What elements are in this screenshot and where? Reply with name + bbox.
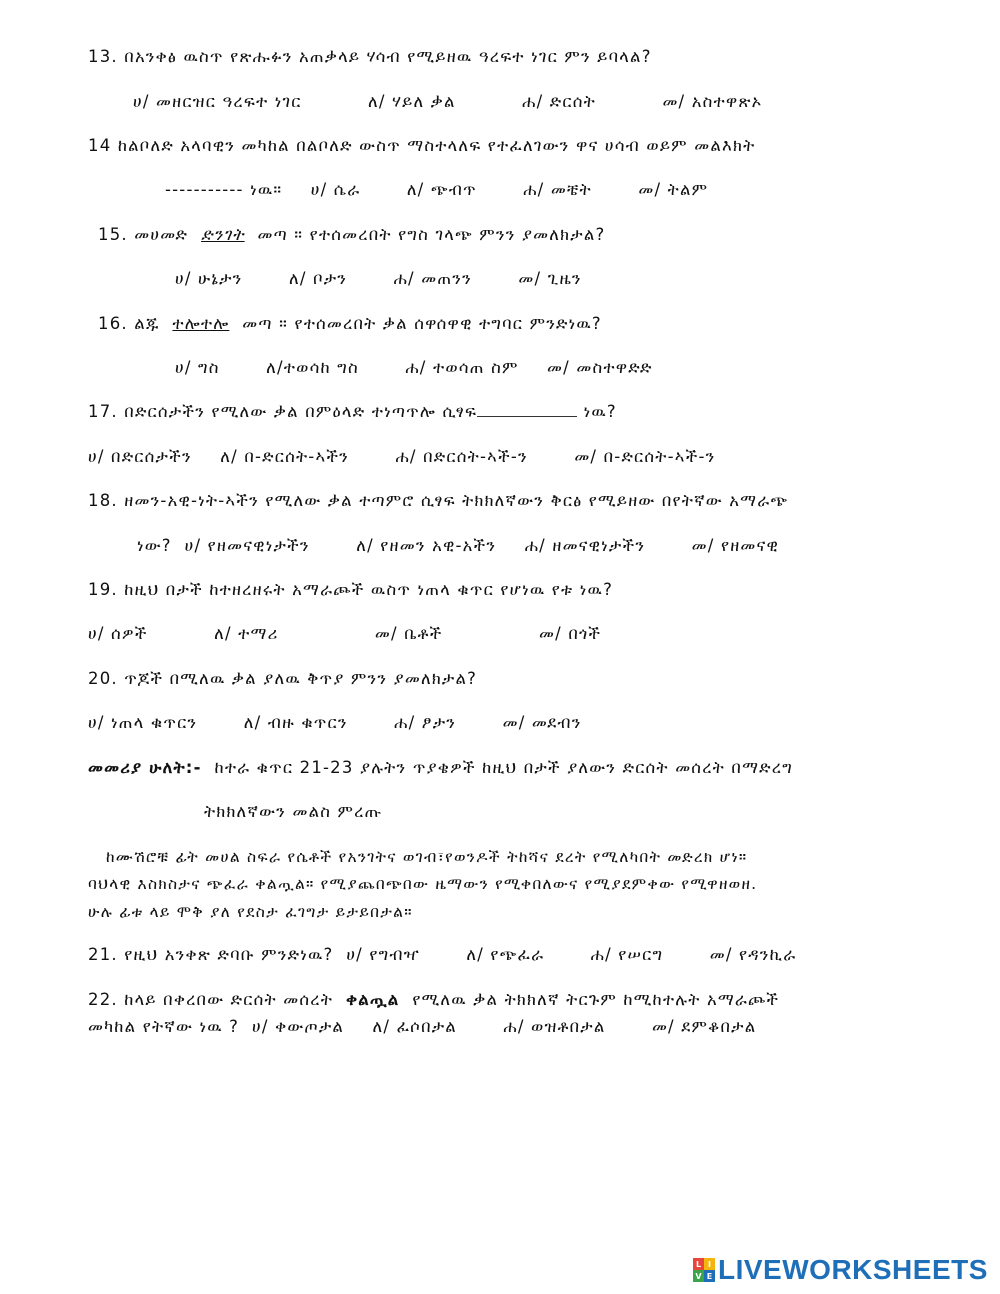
question-16-suffix: መጣ ። የተሰመረበት ቃል ሰዋሰዋዊ ተግባር ምንድነዉ? <box>242 314 602 333</box>
question-14 <box>88 136 755 156</box>
question-18-text: 18. ዘመን-አዊ-ነት-ኣችን የሚለው ቃል ተጣምሮ ሲፃፍ ትክክለኛውን ቅርፅ የሚይዘው በየትኛው አማራጭ <box>88 491 789 510</box>
option-a[interactable]: ሀ/ መዘርዝር ዓረፍተ ነገር <box>133 92 302 111</box>
badge-letter: I <box>704 1258 715 1270</box>
option-a[interactable]: ሀ/ በድርሰታችን <box>88 447 192 466</box>
answer-blank: ----------- ነዉ። <box>165 180 283 199</box>
option-a[interactable]: ሀ/ የዘመናዊነታችን <box>184 536 310 555</box>
option-d[interactable]: መ/ ትልም <box>638 180 709 199</box>
underlined-word: ድንገት <box>201 225 245 244</box>
option-a[interactable]: ሀ/ ሴራ <box>310 180 361 199</box>
question-15-prefix: 15. መሀመድ <box>98 225 189 244</box>
option-d[interactable]: መ/ መደብን <box>502 713 582 732</box>
liveworksheets-logo[interactable] <box>693 1256 988 1284</box>
option-a[interactable]: ሀ/ ቀውጦታል <box>252 1017 345 1036</box>
option-c[interactable]: ሐ/ መጠንን <box>393 269 472 288</box>
question-22-suffix: የሚለዉ ቃል ትክክለኛ ትርጉም ከሚከተሉት አማራጮች <box>412 990 780 1009</box>
question-19-options <box>88 624 601 644</box>
question-14-options <box>165 180 708 200</box>
option-c[interactable]: ሐ/ ዘመናዊነታችን <box>524 536 646 555</box>
badge-letter: V <box>693 1270 704 1282</box>
option-a[interactable]: ሀ/ ሰዎች <box>88 624 148 643</box>
option-b[interactable]: ለ/ ጭብጥ <box>406 180 477 199</box>
question-16-options <box>175 358 653 378</box>
badge-letter: E <box>704 1270 715 1282</box>
liveworksheets-wordmark: LIVEWORKSHEETS <box>718 1254 988 1285</box>
question-22-options <box>88 1017 756 1037</box>
option-d[interactable]: መ/ ደምቆበታል <box>651 1017 757 1036</box>
option-c[interactable]: ሐ/ በድርሰት-ኣች-ን <box>395 447 528 466</box>
option-b[interactable]: ለ/ተወሳከ ግስ <box>266 358 359 377</box>
option-b[interactable]: ለ/ በ-ድርሰት-ኣችን <box>220 447 350 466</box>
question-13 <box>88 47 652 67</box>
question-21 <box>88 945 796 965</box>
question-16 <box>98 314 602 334</box>
question-20 <box>88 669 477 689</box>
option-c[interactable]: ሐ/ ተወሳጠ ስም <box>405 358 519 377</box>
option-b[interactable]: ለ/ የጭፈራ <box>466 945 545 964</box>
passage-text: ከሙሽሮቹ ፊት መሀል ስፍራ የሴቶች የአንገትና ወገብ፣የወንዶች ትከሻና ደረት የሚለካበት መድረክ ሆነ። <box>106 848 748 866</box>
question-17-end: ነዉ? <box>583 402 617 421</box>
question-22 <box>88 990 779 1010</box>
option-b[interactable]: ለ/ ሃይለ ቃል <box>368 92 456 111</box>
option-d[interactable]: መ/ አስተዋጽኦ <box>662 92 763 111</box>
question-17 <box>88 402 617 422</box>
option-d[interactable]: መ/ በጎች <box>539 624 602 643</box>
option-d[interactable]: መ/ የዘመናዊ <box>691 536 780 555</box>
question-19 <box>88 580 613 600</box>
question-21-text: 21. የዚህ አንቀጽ ድባቡ ምንድነዉ? <box>88 945 334 964</box>
answer-blank-line[interactable] <box>477 402 577 417</box>
instruction-two-cont <box>204 802 382 822</box>
option-d[interactable]: መ/ መስተዋድድ <box>547 358 653 377</box>
option-a[interactable]: ሀ/ ነጠላ ቁጥርን <box>88 713 198 732</box>
bold-word: ቀልጧል <box>345 990 400 1009</box>
option-c[interactable]: ሐ/ መቼት <box>523 180 592 199</box>
option-b[interactable]: ለ/ ፈሶበታል <box>372 1017 457 1036</box>
option-c[interactable]: መ/ ቤቶች <box>374 624 443 643</box>
instruction-text: ከተራ ቁጥር 21-23 ያሉትን ጥያቄዎች ከዚህ በታች ያለውን ድርሰት መሰረት በማድረግ <box>214 758 793 777</box>
instruction-label: መመሪያ ሁለት:- <box>88 758 202 777</box>
option-c[interactable]: ሐ/ የሠርግ <box>590 945 664 964</box>
option-d[interactable]: መ/ በ-ድርሰት-ኣች-ን <box>574 447 716 466</box>
option-a[interactable]: ሀ/ ግስ <box>175 358 220 377</box>
passage-text: ባህላዊ እስክስታና ጭፈራ ቀልጧል። የሚያጨበጭበው ዜማውን የሚቀበለውና የሚያደምቀው የሚዋዘወዘ. <box>88 875 758 893</box>
question-17-text: 17. በድርሰታችን የሚለው ቃል በምዕላድ ተነጣጥሎ ሲፃፍ <box>88 402 478 421</box>
passage-line-1 <box>106 847 747 867</box>
question-13-options <box>133 92 763 112</box>
badge-letter: L <box>693 1258 704 1270</box>
option-a[interactable]: ሀ/ የግብዣ <box>346 945 420 964</box>
question-14-text: 14 ከልቦለድ አላባዊን መካከል በልቦለድ ውስጥ ማስተላለፍ የተፈለገውን ዋና ሀሳብ ወይም መልእክት <box>88 136 756 155</box>
instruction-two <box>88 758 793 778</box>
question-15 <box>98 225 605 245</box>
liveworksheets-badge-icon <box>693 1258 715 1282</box>
question-15-suffix: መጣ ። የተሰመረበት የግስ ገላጭ ምንን ያመለክታል? <box>257 225 606 244</box>
option-b[interactable]: ለ/ ብዙ ቁጥርን <box>243 713 348 732</box>
option-b[interactable]: ለ/ ተማሪ <box>214 624 279 643</box>
question-22-line2: መካከል የትኛው ነዉ ? <box>88 1017 240 1036</box>
option-c[interactable]: ሐ/ ድርሰት <box>522 92 596 111</box>
question-13-text: 13. በአንቀፅ ዉስጥ የጽሑፉን አጠቃላይ ሃሳብ የሚይዘዉ ዓረፍተ ነገር ምን ይባላል? <box>88 47 652 66</box>
option-c[interactable]: ሐ/ ወዝቶበታል <box>503 1017 606 1036</box>
passage-line-3 <box>88 902 413 922</box>
passage-line-2 <box>88 874 757 894</box>
instruction-text-2: ትክክለኛውን መልስ ምረጡ <box>204 802 383 821</box>
question-15-options <box>175 269 582 289</box>
question-18 <box>88 491 788 511</box>
question-22-prefix: 22. ከላይ በቀረበው ድርሰት መሰረት <box>88 990 334 1009</box>
question-20-text: 20. ጥጆች በሚለዉ ቃል ያለዉ ቅጥያ ምንን ያመለክታል? <box>88 669 478 688</box>
question-16-prefix: 16. ልጁ <box>98 314 160 333</box>
question-17-options <box>88 447 716 467</box>
option-d[interactable]: መ/ ጊዜን <box>518 269 582 288</box>
option-d[interactable]: መ/ የዳንኪራ <box>709 945 797 964</box>
option-b[interactable]: ለ/ ቦታን <box>289 269 348 288</box>
option-b[interactable]: ለ/ የዘመን አዊ-አችን <box>356 536 497 555</box>
question-20-options <box>88 713 582 733</box>
option-a[interactable]: ሀ/ ሁኔታን <box>175 269 243 288</box>
question-18-stem: ነው? <box>137 536 172 555</box>
passage-text: ሁሉ ፊቱ ላይ ሞቅ ያለ የደስታ ፈገግታ ይታይበታል። <box>88 903 413 921</box>
underlined-word: ተሎተሎ <box>172 314 230 333</box>
question-19-text: 19. ከዚህ በታች ከተዘረዘሩት አማራጮች ዉስጥ ነጠላ ቁጥር የሆነዉ የቱ ነዉ? <box>88 580 614 599</box>
question-18-options <box>137 536 779 556</box>
option-c[interactable]: ሐ/ ፆታን <box>394 713 457 732</box>
